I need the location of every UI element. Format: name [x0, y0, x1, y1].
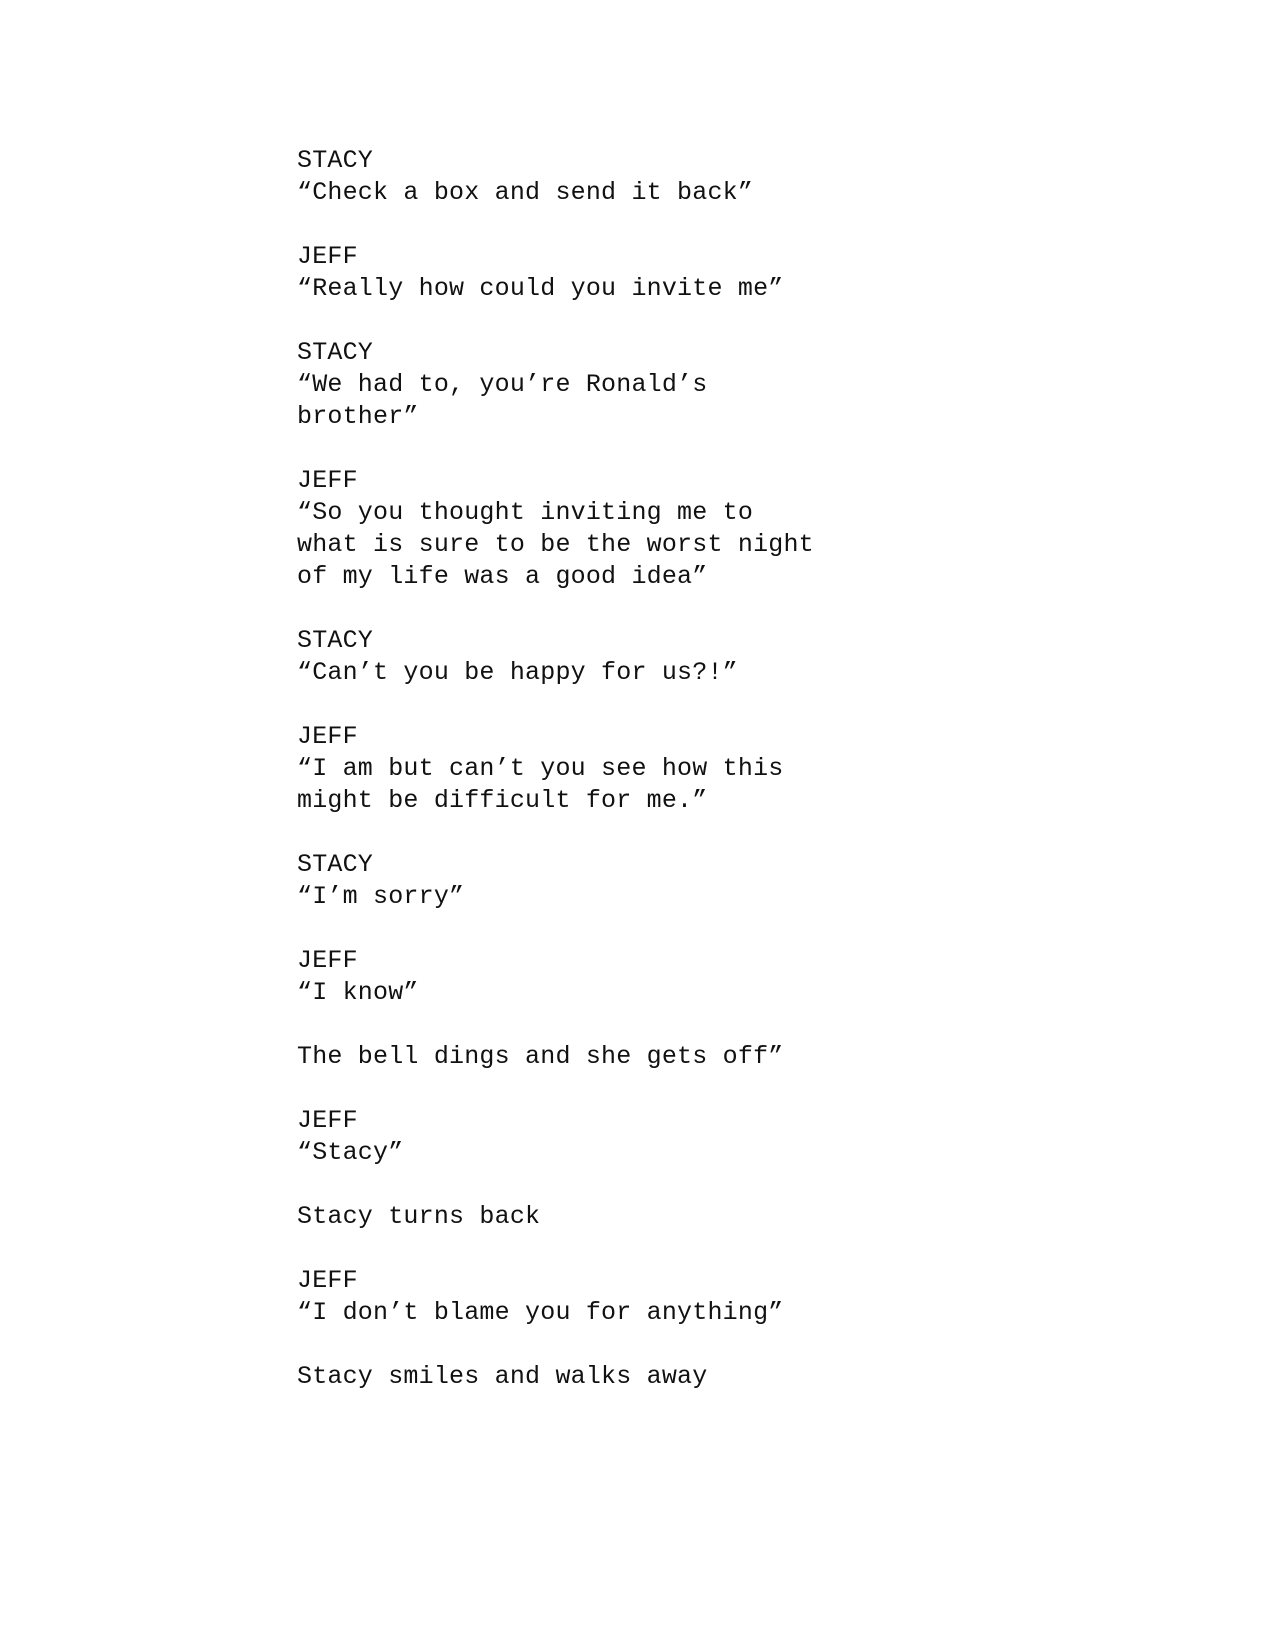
character-name: STACY — [297, 626, 374, 655]
dialogue-line: “Check a box and send it back” — [297, 178, 754, 207]
character-name: JEFF — [297, 946, 358, 975]
action-block — [297, 1361, 997, 1393]
dialogue-line: of my life was a good idea” — [297, 562, 708, 591]
character-name: JEFF — [297, 1106, 358, 1135]
dialogue-line: “Really how could you invite me” — [297, 274, 784, 303]
dialogue-line: “Can’t you be happy for us?!” — [297, 658, 738, 687]
dialogue-line: “I am but can’t you see how this — [297, 754, 784, 783]
dialogue-block — [297, 241, 997, 305]
dialogue-line: “I know” — [297, 978, 419, 1007]
script-body — [297, 145, 997, 1425]
character-name: STACY — [297, 146, 374, 175]
dialogue-line: might be difficult for me.” — [297, 786, 708, 815]
character-name: JEFF — [297, 1266, 358, 1295]
dialogue-block — [297, 145, 997, 209]
dialogue-block — [297, 465, 997, 593]
dialogue-block — [297, 1265, 997, 1329]
action-line: Stacy turns back — [297, 1202, 541, 1231]
dialogue-block — [297, 1105, 997, 1169]
dialogue-line: “So you thought inviting me to — [297, 498, 754, 527]
character-name: STACY — [297, 338, 374, 367]
dialogue-line: “I’m sorry” — [297, 882, 465, 911]
action-block — [297, 1201, 997, 1233]
action-block — [297, 1041, 997, 1073]
character-name: JEFF — [297, 722, 358, 751]
dialogue-block — [297, 625, 997, 689]
character-name: JEFF — [297, 466, 358, 495]
action-line: Stacy smiles and walks away — [297, 1362, 708, 1391]
dialogue-block — [297, 721, 997, 817]
dialogue-block — [297, 337, 997, 433]
dialogue-block — [297, 849, 997, 913]
dialogue-line: “Stacy” — [297, 1138, 404, 1167]
dialogue-line: “I don’t blame you for anything” — [297, 1298, 784, 1327]
dialogue-block — [297, 945, 997, 1009]
action-line: The bell dings and she gets off” — [297, 1042, 784, 1071]
dialogue-line: “We had to, you’re Ronald’s — [297, 370, 708, 399]
character-name: STACY — [297, 850, 374, 879]
dialogue-line: brother” — [297, 402, 419, 431]
dialogue-line: what is sure to be the worst night — [297, 530, 814, 559]
character-name: JEFF — [297, 242, 358, 271]
